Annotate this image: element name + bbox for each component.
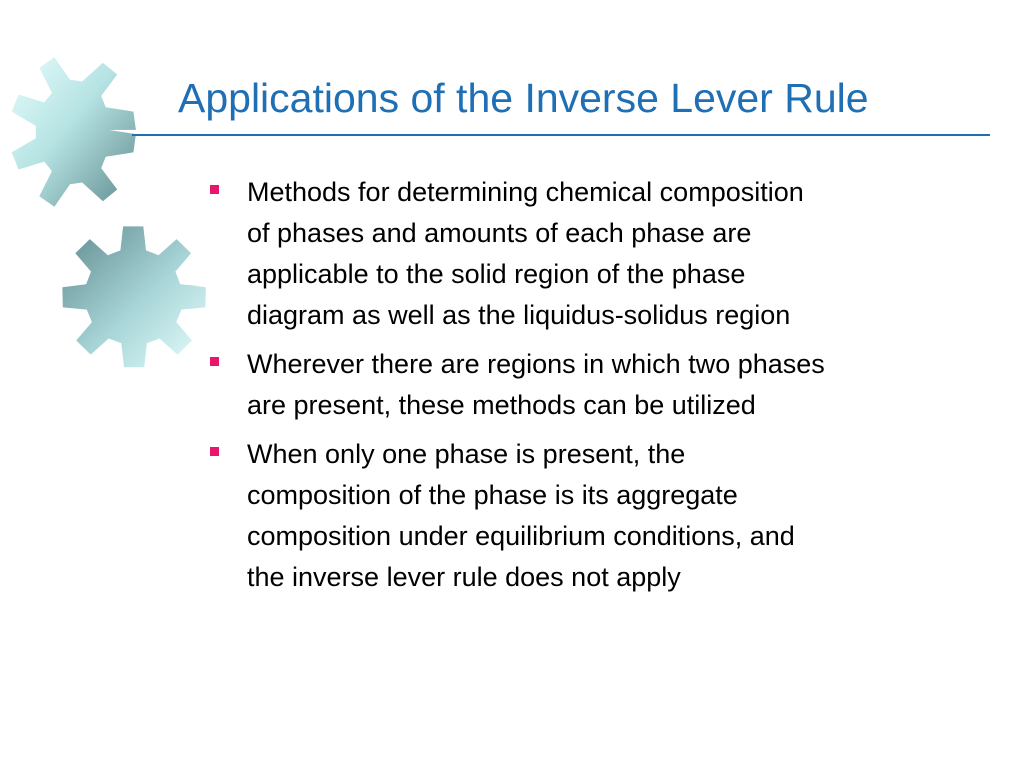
- gear-top-icon: [12, 57, 136, 207]
- bullet-text-line: of phases and amounts of each phase are: [247, 218, 752, 248]
- square-bullet-icon: [210, 357, 219, 366]
- bullet-text-line: When only one phase is present, the: [247, 439, 686, 469]
- bullet-text-line: composition of the phase is its aggregate: [247, 480, 738, 510]
- bullet-item: [210, 434, 990, 598]
- title-divider: [132, 134, 990, 136]
- bullet-item: [210, 344, 990, 426]
- square-bullet-icon: [210, 185, 219, 194]
- page-title: Applications of the Inverse Lever Rule: [178, 75, 869, 121]
- bullet-text-line: the inverse lever rule does not apply: [247, 562, 681, 592]
- bullet-text-line: Wherever there are regions in which two phases: [247, 349, 825, 379]
- gear-bottom-icon: [62, 226, 205, 367]
- bullet-text-line: composition under equilibrium conditions, and: [247, 521, 795, 551]
- bullet-text-line: are present, these methods can be utilized: [247, 390, 756, 420]
- square-bullet-icon: [210, 447, 219, 456]
- bullet-text-line: applicable to the solid region of the phase: [247, 259, 746, 289]
- bullet-list: [210, 172, 990, 606]
- bullet-text-line: Methods for determining chemical composition: [247, 177, 804, 207]
- gears-icon: [0, 0, 230, 400]
- bullet-item: [210, 172, 990, 336]
- bullet-text-line: diagram as well as the liquidus-solidus region: [247, 300, 791, 330]
